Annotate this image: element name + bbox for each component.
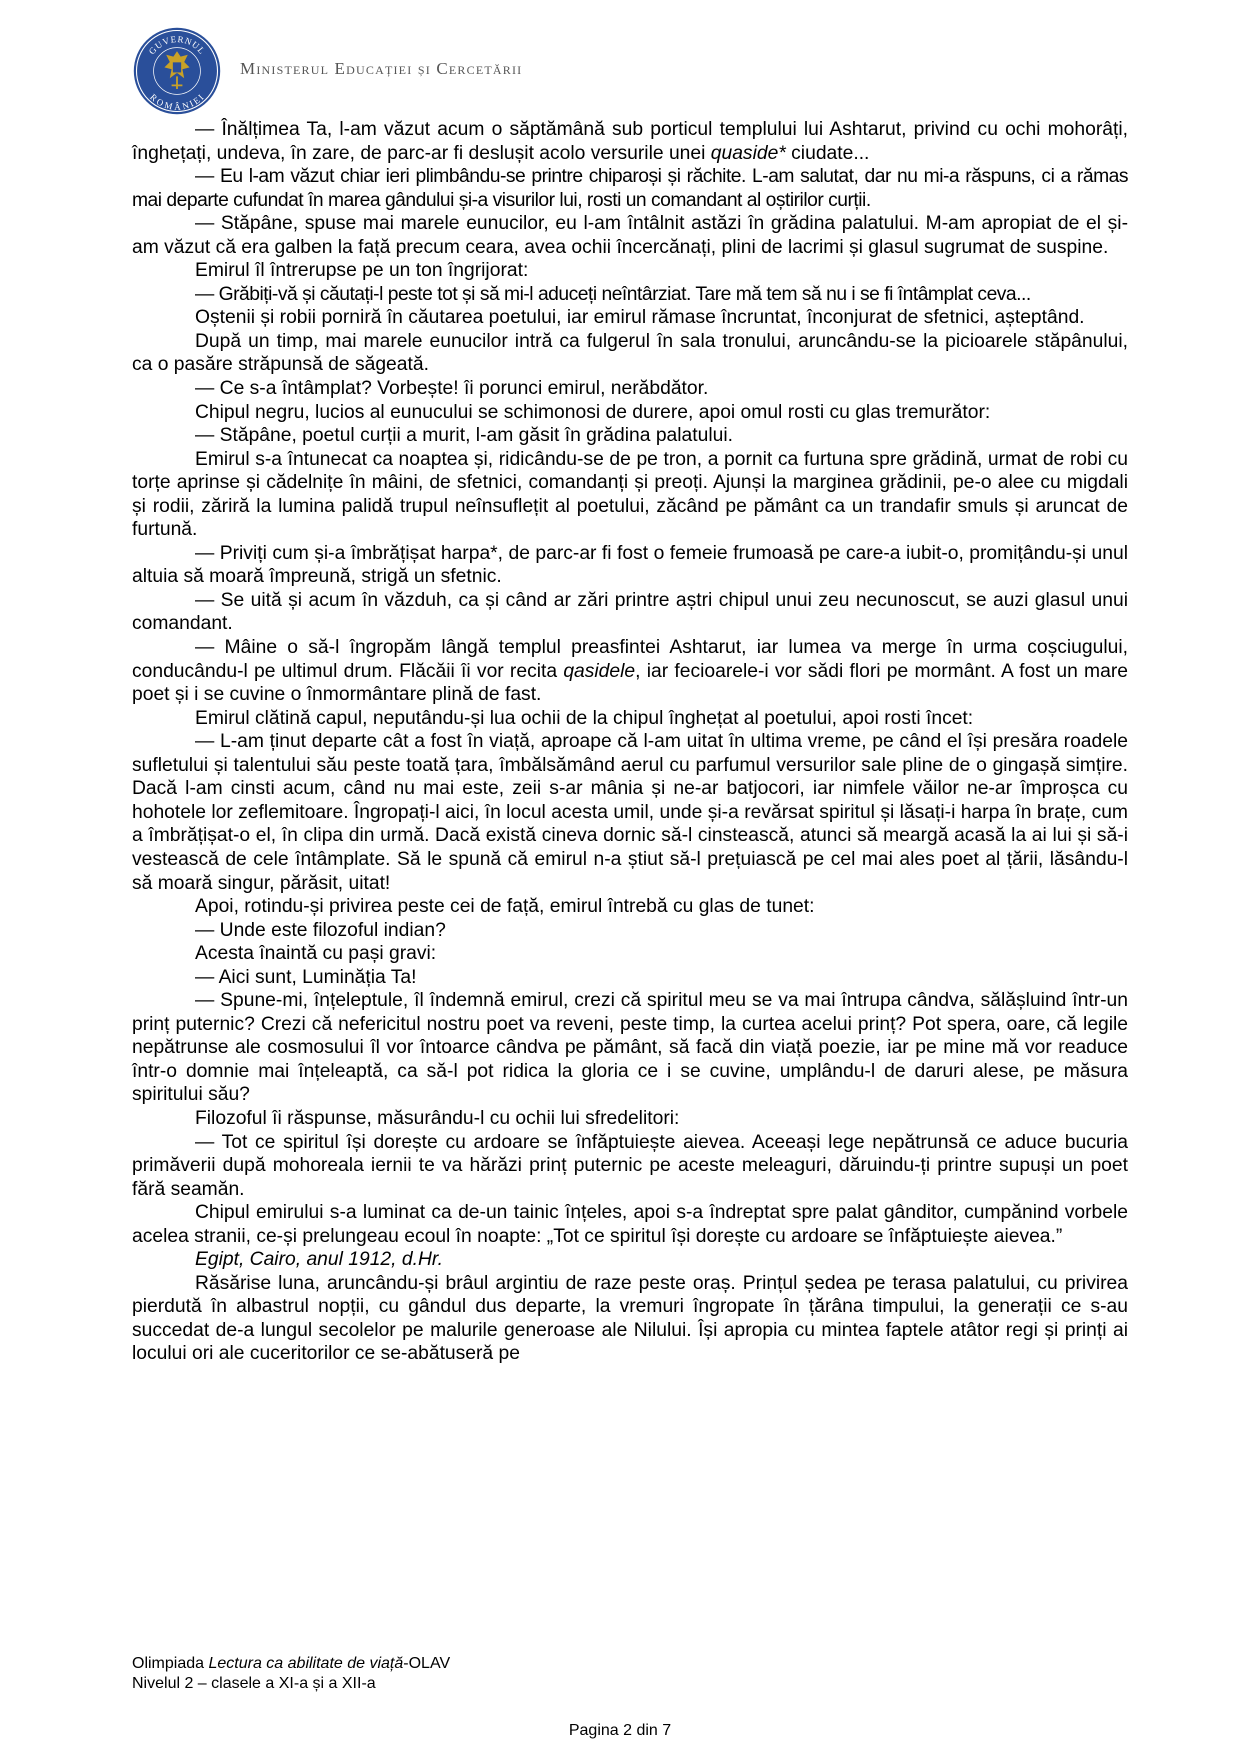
text-run: Emirul s-a întunecat ca noaptea și, ridicându-se de pe tron, a pornit ca furtuna spre grădină, urmat de robi cu torțe aprinse și cădelnițe în mâini, de sfetnici, comandanți și preoți. Ajunși la marginea grădinii, pe-o alee cu migdali și rodii, zăriră la lumina palidă trupul neînsuflețit al poetului, zăcând pe pământ ca un trandafir smuls și aruncat de furtună. xyxy=(132,448,1128,541)
text-run: Filozoful îi răspunse, măsurându-l cu ochii lui sfredelitori: xyxy=(195,1107,680,1129)
text-run: — Mâine o să-l îngropăm lângă templul preasfintei Ashtarut, iar lumea va merge în urma coșciugului, conducându-l pe ultimul drum. Flăcăii îi vor recita xyxy=(132,637,1128,682)
paragraph xyxy=(132,589,1128,636)
italic-text: qasidele xyxy=(563,660,636,682)
paragraph xyxy=(132,542,1128,589)
paragraph xyxy=(132,919,1128,943)
italic-text: quaside* xyxy=(710,142,786,164)
paragraph xyxy=(132,401,1128,425)
paragraph xyxy=(132,707,1128,731)
page-number: Pagina 2 din 7 xyxy=(568,1722,672,1739)
italic-text: Egipt, Cairo, anul 1912, d.Hr. xyxy=(195,1249,443,1271)
text-run: , iar fecioarele-i vor sădi flori pe mormânt. A fost un mare poet și i se cuvine o înmormântare plină de fast. xyxy=(132,660,1128,706)
paragraph xyxy=(132,330,1128,377)
text-run: Chipul negru, lucios al eunucului se schimonosi de durere, apoi omul rosti cu glas tremurător: xyxy=(195,401,991,423)
paragraph xyxy=(132,966,1128,990)
page-footer xyxy=(132,1654,450,1694)
document-body xyxy=(132,118,1128,1366)
paragraph xyxy=(132,895,1128,919)
text-run: — Aici sunt, Luminăția Ta! xyxy=(195,966,417,988)
paragraph xyxy=(132,1201,1128,1248)
text-run: ciudate... xyxy=(785,142,870,164)
paragraph xyxy=(132,942,1128,966)
paragraph xyxy=(132,1248,1128,1272)
text-run: Acesta înaintă cu pași gravi: xyxy=(195,943,437,965)
text-run: — Priviți cum și-a îmbrățișat harpa*, de parc-ar fi fost o femeie frumoasă pe care-a iubit-o, promițându-și unul altuia să moară împreună, strigă un sfetnic. xyxy=(132,542,1128,588)
text-run: — Grăbiți-vă și căutați-l peste tot și să mi-l aduceți neîntârziat. Tare mă tem să nu i se fi întâmplat ceva... xyxy=(195,283,1031,305)
paragraph xyxy=(132,306,1128,330)
paragraph xyxy=(132,424,1128,448)
footer-level: Nivelul 2 – clasele a XI-a și a XII-a xyxy=(132,1675,376,1692)
svg-text:ROMÂNIEI: ROMÂNIEI xyxy=(148,91,207,112)
paragraph xyxy=(132,636,1128,707)
page-header xyxy=(132,26,832,116)
text-run: — Unde este filozoful indian? xyxy=(195,919,446,941)
government-seal-icon xyxy=(132,26,222,116)
text-run: Răsărise luna, aruncându-și brâul argintiu de raze peste oraș. Prințul ședea pe terasa palatului, cu privirea pierdută în albastrul nopții, cu gândul dus departe, la vremuri îngropate în țărâna timpului, la generații ce s-au succedat de-a lungul secolelor pe malurile generoase ale Nilului. Își apropia cu mintea faptele atâtor regi și prinți ai locului ori ale cuceritorilor ce se-abătuseră pe xyxy=(132,1272,1128,1365)
paragraph xyxy=(132,1272,1128,1366)
text-run: Emirul îl întrerupse pe un ton îngrijorat: xyxy=(195,260,529,282)
text-run: — Ce s-a întâmplat? Vorbește! îi porunci emirul, nerăbdător. xyxy=(195,378,709,400)
paragraph xyxy=(132,165,1128,212)
text-run: După un timp, mai marele eunucilor intră ca fulgerul în sala tronului, aruncându-se la picioarele stăpânului, ca o pasăre străpunsă de săgeată. xyxy=(132,330,1128,376)
text-run: — Spune-mi, înțeleptule, îl îndemnă emirul, crezi că spiritul meu se va mai întrupa cândva, sălășluind într-un prinț puternic? Crezi că nefericitul nostru poet va reveni, peste timp, la curtea acelui prinț? Pot spera, oare, că legile nepătrunse ale cosmosului îl vor întoarce cândva pe pământ, să facă din viață poezie, iar pe mine mă vor readuce într-o domnie mai înțeleaptă, ca să-l pot ridica la gloria ce i se cuvine, umplându-l de daruri alese, pe măsura spiritului său? xyxy=(132,990,1128,1106)
text-run: — Tot ce spiritul își dorește cu ardoare se înfăptuiește aievea. Aceeași lege nepătrunsă ce aduce bucuria primăverii după mohoreala iernii te va hărăzi prinț puternic pe aceste meleaguri, dăruindu-ți printre supuși un poet fără seamăn. xyxy=(132,1131,1128,1200)
text-run: Emirul clătină capul, neputându-și lua ochii de la chipul înghețat al poetului, apoi rosti încet: xyxy=(195,707,974,729)
paragraph xyxy=(132,1131,1128,1202)
footer-olympiad: Olimpiada Lectura ca abilitate de viață-OLAV xyxy=(132,1655,451,1672)
paragraph xyxy=(132,212,1128,259)
paragraph xyxy=(132,989,1128,1107)
text-run: — Înălțimea Ta, l-am văzut acum o săptămână sub porticul templului lui Ashtarut, privind cu ochi mohorâți, înghețați, undeva, în zare, de parc-ar fi deslușit acolo versurile unei xyxy=(132,119,1128,164)
paragraph xyxy=(132,1107,1128,1131)
ministry-name: Ministerul Educației și Cercetării xyxy=(240,59,523,78)
text-run: — Stăpâne, spuse mai marele eunucilor, eu l-am întâlnit astăzi în grădina palatului. M-am apropiat de el și-am văzut că era galben la față precum ceara, avea ochii încercănați, plini de lacrimi și glasul sugrumat de suspine. xyxy=(132,213,1128,258)
text-run: Chipul emirului s-a luminat ca de-un tainic înțeles, apoi s-a îndreptat spre palat gânditor, cumpănind vorbele acelea stranii, ce-și prelungeau ecoul în noapte: „Tot ce spiritul își dorește cu ardoare se înfăptuiește aievea.” xyxy=(132,1202,1128,1247)
text-run: — Stăpâne, poetul curții a murit, l-am găsit în grădina palatului. xyxy=(195,425,734,447)
svg-text:GUVERNUL: GUVERNUL xyxy=(146,34,208,57)
text-run: — L-am ținut departe cât a fost în viață, aproape că l-am uitat în ultima vreme, pe când el își presăra roadele sufletului și talentului său peste toată țara, îmbălsămând aerul cu parfumul versurilor sale pline de o gingașă simțire. Dacă l-am cinsti acum, când nu mai este, zeii s-ar mânia și ne-ar batjocori, iar nimfele văilor ne-ar împroșca cu hohotele lor zeflemitoare. Îngropați-l aici, în locul acesta umil, unde și-a revărsat spiritul și lăsați-i harpa în brațe, cum a îmbrățișat-o el, în clipa din urmă. Dacă există cineva dornic să-l cinstească, atunci să meargă acasă la ai lui și să-i vestească de cele întâmplate. Să le spună că emirul n-a știut să-l prețuiască pe cel mai ales poet al țării, lăsându-l să moară singur, părăsit, uitat! xyxy=(132,731,1128,894)
paragraph xyxy=(132,118,1128,165)
text-run: Oștenii și robii porniră în căutarea poetului, iar emirul rămase încruntat, înconjurat de sfetnici, așteptând. xyxy=(195,307,1085,329)
paragraph xyxy=(132,259,1128,283)
text-run: Apoi, rotindu-și privirea peste cei de față, emirul întrebă cu glas de tunet: xyxy=(195,896,815,918)
text-run: — Se uită și acum în văzduh, ca și când ar zări printre aștri chipul unui zeu necunoscut, se auzi glasul unui comandant. xyxy=(132,589,1128,635)
text-run: — Eu l-am văzut chiar ieri plimbându-se printre chiparoși și răchite. L-am salutat, dar nu mi-a răspuns, ci a rămas mai departe cufundat în marea gândului și-a visurilor lui, rosti un comandant al oștirilor curții. xyxy=(132,166,1128,211)
paragraph xyxy=(132,730,1128,895)
paragraph xyxy=(132,283,1128,307)
paragraph xyxy=(132,448,1128,542)
paragraph xyxy=(132,377,1128,401)
